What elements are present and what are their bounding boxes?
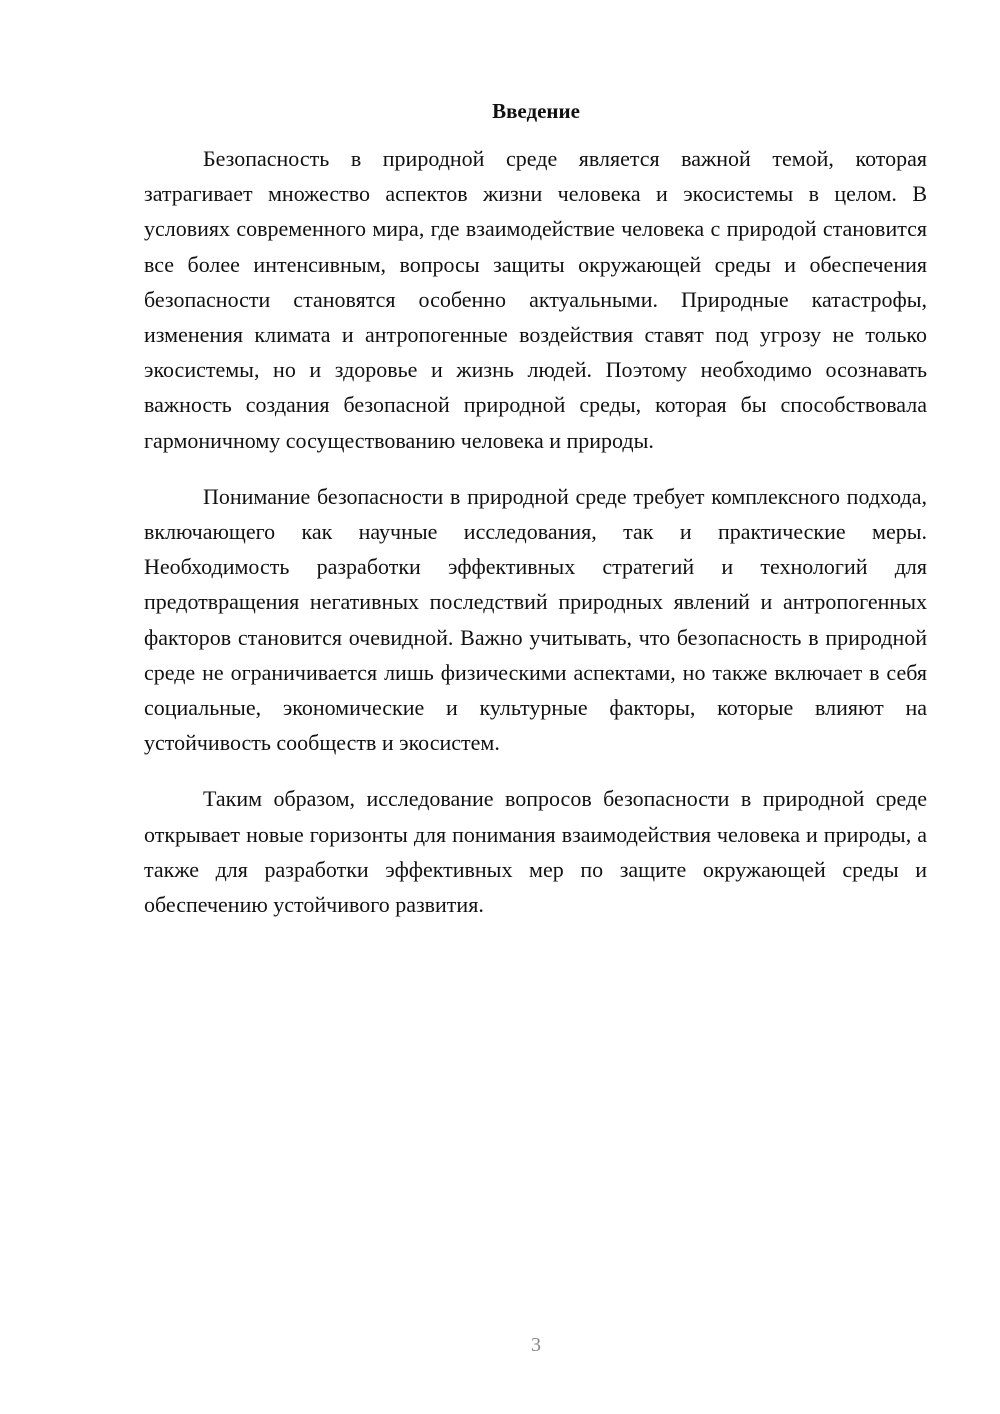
- body-text: [144, 141, 927, 943]
- paragraph-1: Безопасность в природной среде является важной темой, которая затрагивает множество аспектов жизни человека и экосистемы в целом. В условиях современного мира, где взаимодействие человека с природой становится все более интенсивным, вопросы защиты окружающей среды и обеспечения безопасности становятся особенно актуальными. Природные катастрофы, изменения климата и антропогенные воздействия ставят под угрозу не только экосистемы, но и здоровье и жизнь людей. Поэтому необходимо осознавать важность создания безопасной природной среды, которая бы способствовала гармоничному сосуществованию человека и природы.: [144, 146, 927, 453]
- paragraph-3: Таким образом, исследование вопросов безопасности в природной среде открывает новые горизонты для понимания взаимодействия человека и природы, а также для разработки эффективных мер по защите окружающей среды и обеспечению устойчивого развития.: [144, 786, 927, 918]
- section-heading: Введение: [492, 99, 580, 123]
- page-number: 3: [531, 1334, 541, 1356]
- paragraph-2: Понимание безопасности в природной среде требует комплексного подхода, включающего как научные исследования, так и практические меры. Необходимость разработки эффективных стратегий и технологий для предотвращения негативных последствий природных явлений и антропогенных факторов становится очевидной. Важно учитывать, что безопасность в природной среде не ограничивается лишь физическими аспектами, но также включает в себя социальные, экономические и культурные факторы, которые влияют на устойчивость сообществ и экосистем.: [144, 483, 927, 756]
